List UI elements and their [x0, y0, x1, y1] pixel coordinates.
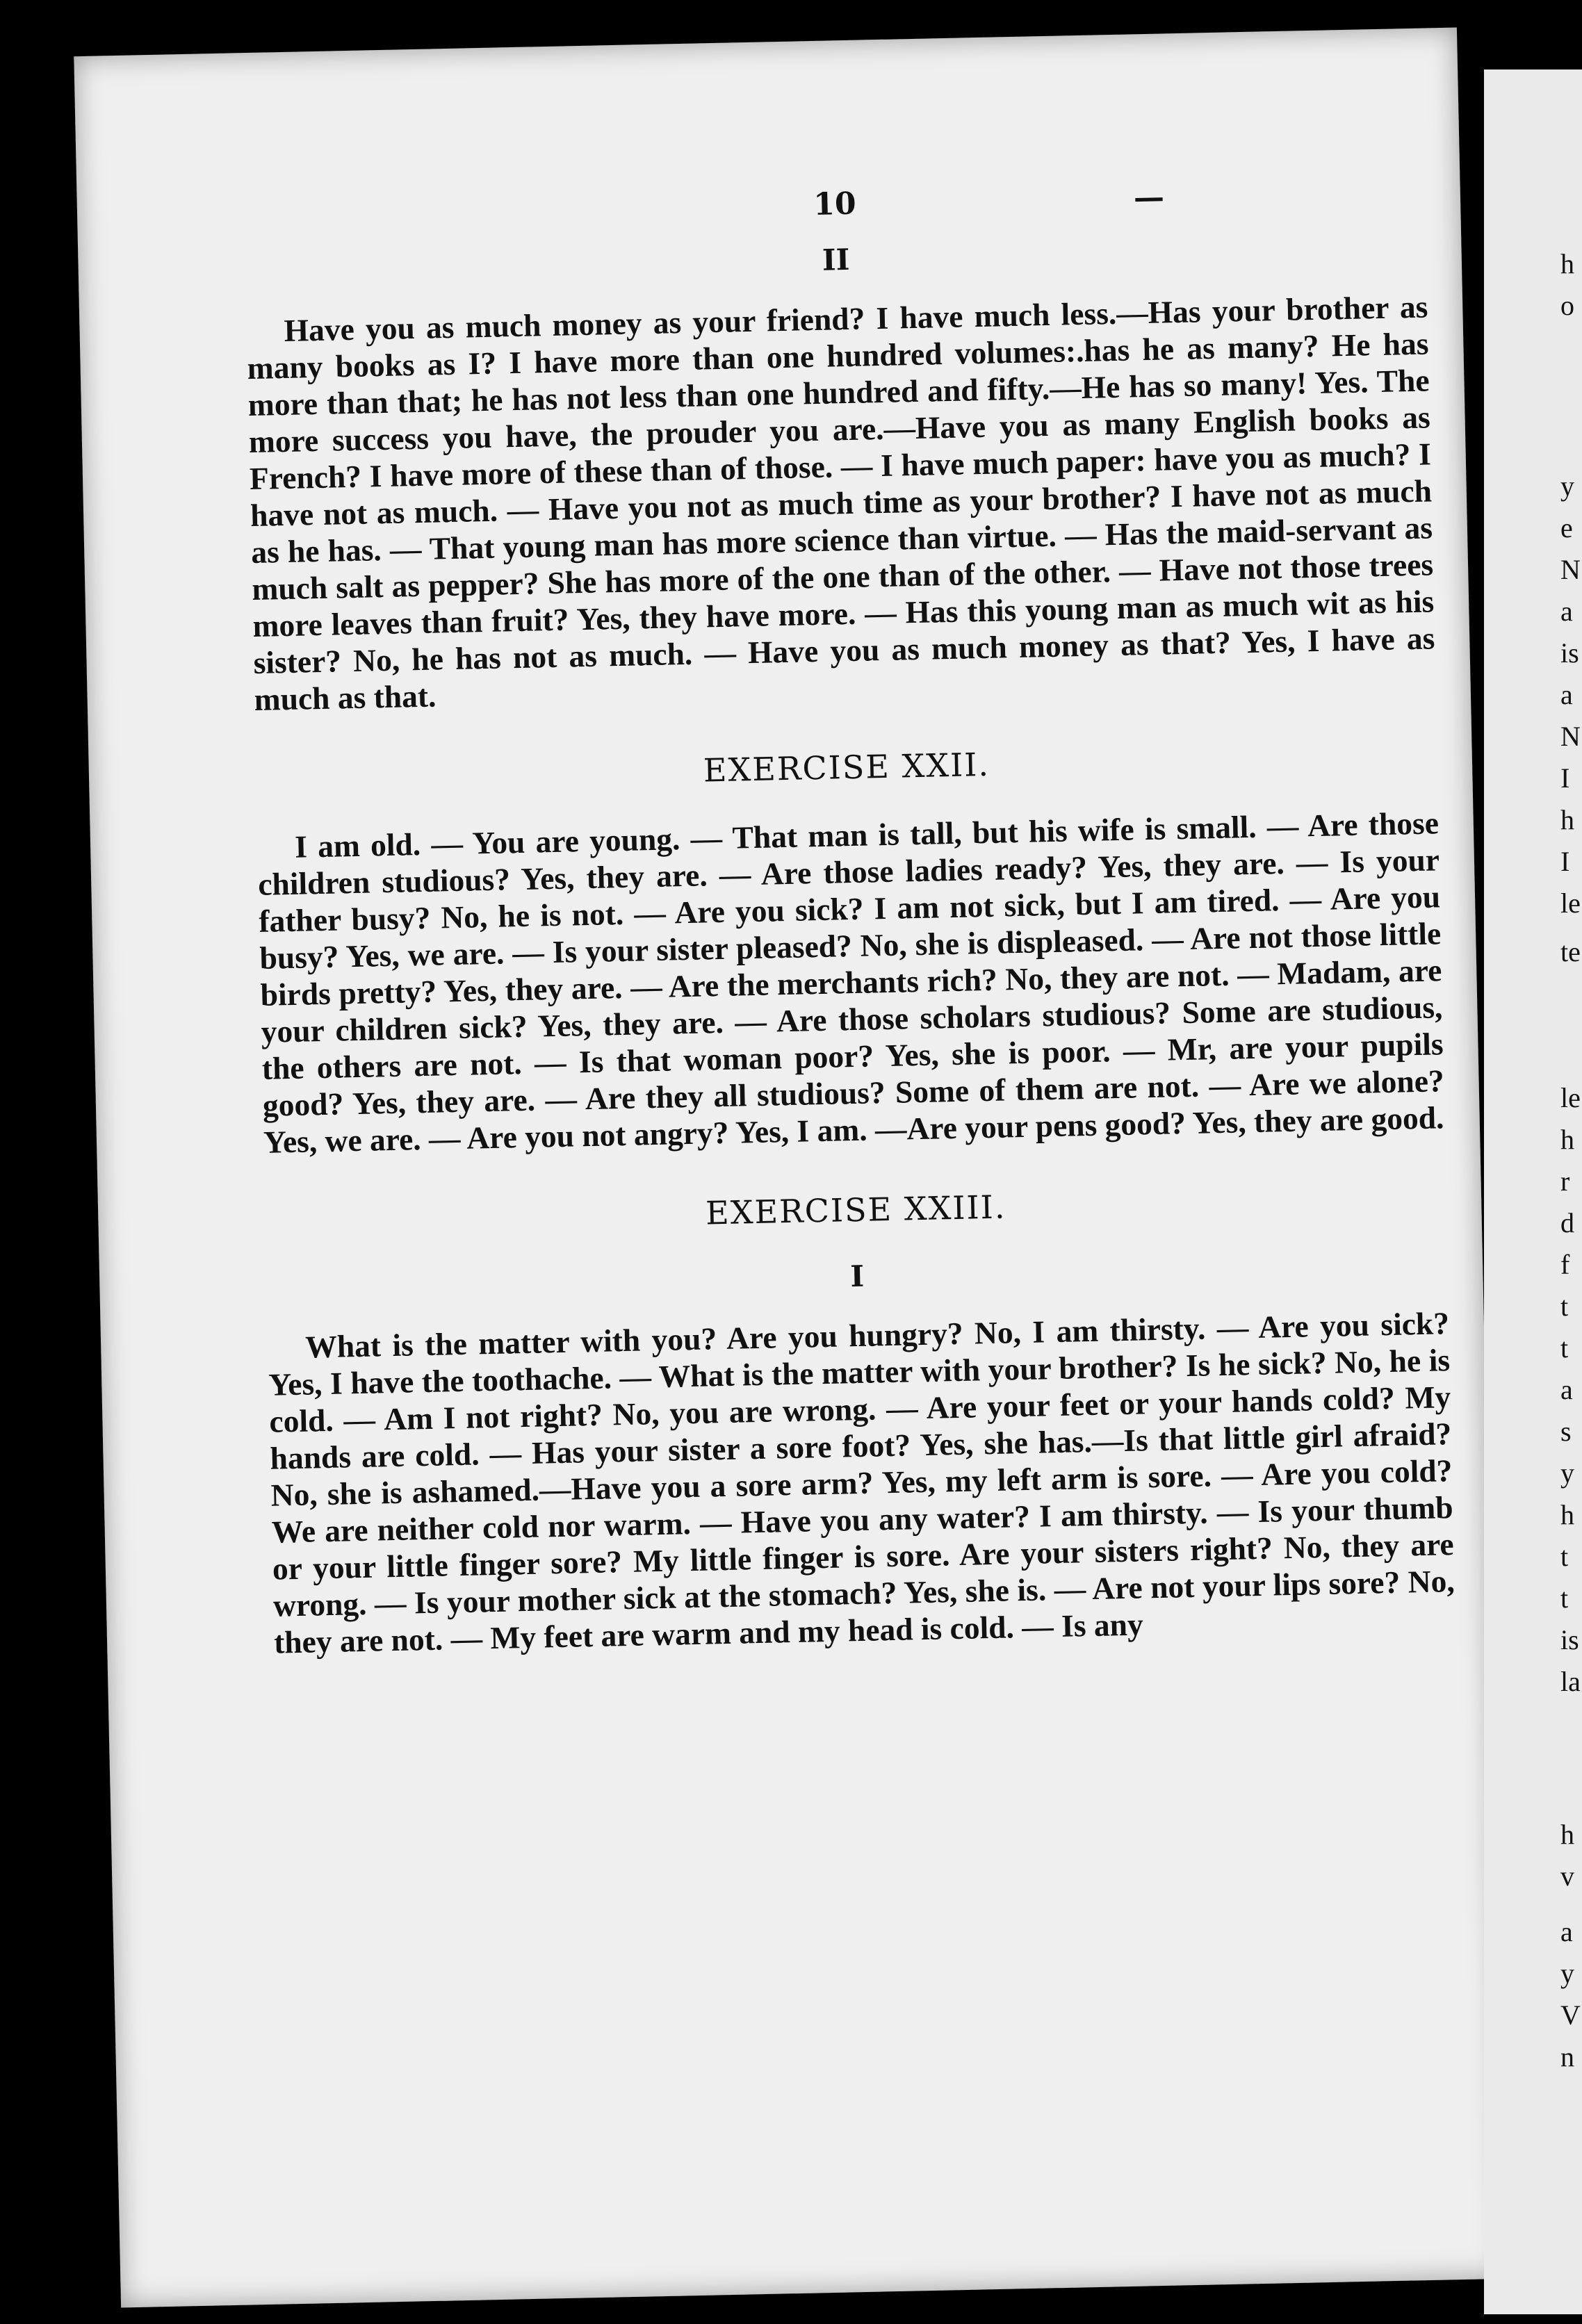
adjacent-page-fragment: I: [1560, 846, 1570, 877]
adjacent-page-fragment: I: [1560, 762, 1570, 794]
adjacent-page-strip: [1484, 69, 1582, 2314]
adjacent-page-fragment: h: [1560, 804, 1574, 835]
exercise-xxii-title: EXERCISE XXII.: [703, 745, 990, 789]
adjacent-page-fragment: is: [1560, 637, 1579, 669]
adjacent-page-fragment: a: [1560, 1916, 1573, 1947]
adjacent-page-fragment: f: [1560, 1249, 1570, 1280]
adjacent-page-fragment: t: [1560, 1332, 1569, 1364]
adjacent-page-fragment: s: [1560, 1416, 1572, 1447]
adjacent-page-fragment: N: [1560, 721, 1581, 752]
page-number-value: 10: [813, 186, 857, 222]
page-number: [244, 174, 1426, 235]
adjacent-page-fragment: r: [1560, 1165, 1570, 1197]
adjacent-page-fragment: le: [1560, 887, 1581, 919]
adjacent-page-fragment: la: [1560, 1666, 1581, 1697]
adjacent-page-fragment: te: [1560, 936, 1581, 967]
adjacent-page-fragment: e: [1560, 512, 1573, 543]
section-ii-paragraph: Have you as much money as your friend? I have much less.—Has your brother as many books as I? I have more than one hundred volumes:.has he as many? He has more than that; he has not less than one hundred and fifty.—He has so many! Yes. The more success you have, the prouder you are.—Have you as many English books as French? I have more of these than of those. — I have much paper: have you as much? I have not as much. — Have you not as much time as your brother? I have not as much as he has. — That young man has more science than virtue. — Has the maid-servant as much salt as pepper? She has more of the one than of the other. — Have not those trees more leaves than fruit? Yes, they have more. — Has this young man as much wit as his sister? No, he has not as much. — Have you as much money as that? Yes, I have as much as that.: [247, 288, 1435, 717]
adjacent-page-fragment: n: [1560, 2041, 1574, 2072]
adjacent-page-fragment: a: [1560, 1374, 1573, 1405]
page-content: [244, 174, 1456, 1661]
adjacent-page-fragment: o: [1560, 290, 1574, 321]
adjacent-page-fragment: a: [1560, 679, 1573, 710]
exercise-xxiii-paragraph: What is the matter with you? Are you hungry? No, I am thirsty. — Are you sick? Yes, I have the toothache. — What is the matter with your brother? Is he sick? No, he is cold. — Am I not right? No, you are wrong. — Are your feet or your hands cold? My hands are cold. — Has your sister a sore foot? Yes, she has.—Is that little girl afraid? No, she is ashamed.—Have you a sore arm? Yes, my left arm is sore. — Are you cold? We are neither cold nor warm. — Have you any water? I am thirsty. — Is your thumb or your little finger sore? My little finger is sore. Are your sisters right? No, they are wrong. — Is your mother sick at the stomach? Yes, she is. — Are not your lips sore? No, they are not. — My feet are warm and my head is cold. — Is any: [268, 1305, 1455, 1660]
adjacent-page-fragment: y: [1560, 470, 1574, 502]
adjacent-page-fragment: is: [1560, 1624, 1579, 1655]
adjacent-page-fragment: y: [1560, 1958, 1574, 1989]
adjacent-page-fragment: h: [1560, 248, 1574, 279]
page-number-dash: —: [1133, 179, 1165, 216]
adjacent-page-fragment: h: [1560, 1124, 1574, 1155]
adjacent-page-fragment: a: [1560, 596, 1573, 627]
adjacent-page-fragment: N: [1560, 554, 1581, 585]
adjacent-page-fragment: t: [1560, 1541, 1569, 1572]
section-numeral-i: I: [849, 1259, 865, 1294]
book-page: [74, 28, 1503, 2308]
section-numeral-ii: II: [822, 242, 850, 277]
exercise-xxii-paragraph: I am old. — You are young. — That man is tall, but his wife is small. — Are those children studious? Yes, they are. — Are those ladies ready? Yes, they are. — Is your father busy? No, he is not. — Are you sick? I am not sick, but I am tired. — Are you busy? Yes, we are. — Is your sister pleased? No, she is displeased. — Are not those little birds pretty? Yes, they are. — Are the merchants rich? No, they are not. — Madam, are your children sick? Yes, they are. — Are those scholars studious? Some are studious, the others are not. — Is that woman poor? Yes, she is poor. — Mr, are your pupils good? Yes, they are. — Are they all studious? Some of them are not. — Are we alone? Yes, we are. — Are you not angry? Yes, I am. —Are your pens good? Yes, they are good.: [257, 805, 1445, 1160]
adjacent-page-fragment: h: [1560, 1499, 1574, 1530]
adjacent-page-fragment: v: [1560, 1860, 1574, 1892]
adjacent-page-fragment: y: [1560, 1457, 1574, 1489]
adjacent-page-fragment: V: [1560, 1999, 1581, 2031]
adjacent-page-fragment: d: [1560, 1207, 1574, 1238]
adjacent-page-fragment: le: [1560, 1082, 1581, 1113]
adjacent-page-fragment: t: [1560, 1291, 1569, 1322]
adjacent-page-fragment: h: [1560, 1819, 1574, 1850]
exercise-xxiii-title: EXERCISE XXIII.: [705, 1188, 1006, 1232]
adjacent-page-fragment: t: [1560, 1582, 1569, 1614]
